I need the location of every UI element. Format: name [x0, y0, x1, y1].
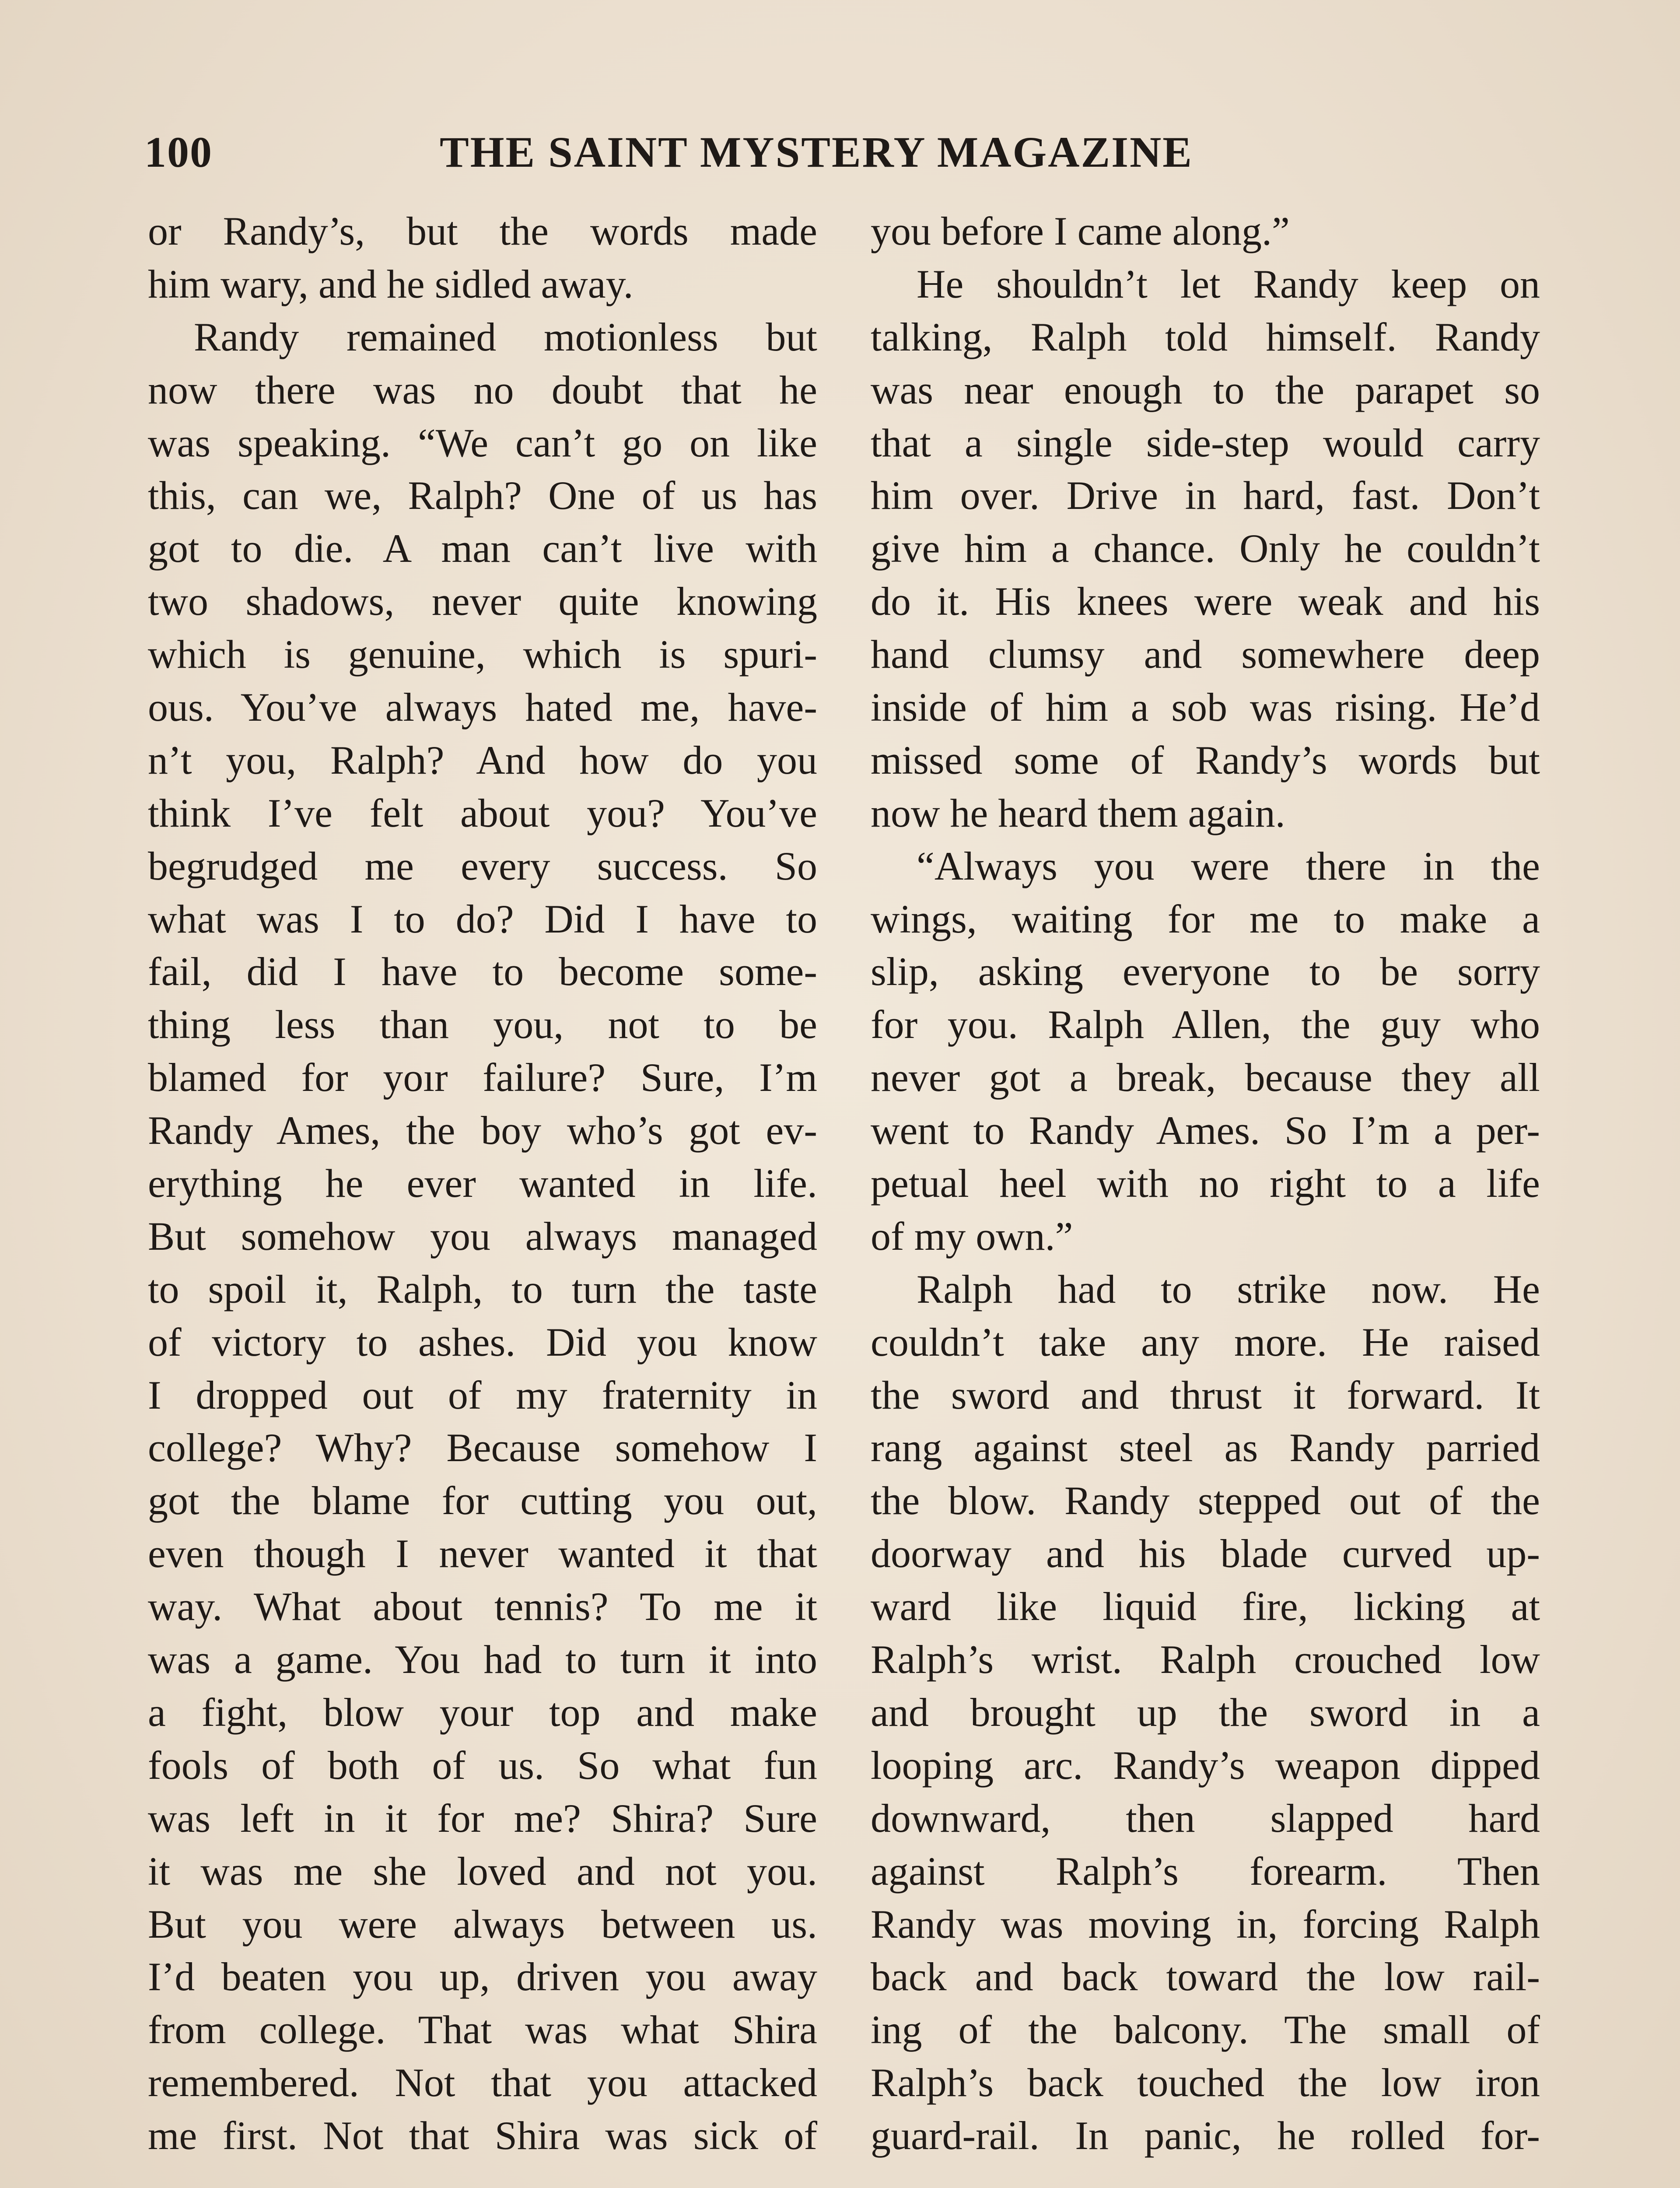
text-line: ous. You’ve always hated me, have- — [148, 685, 817, 730]
text-line: wings, waiting for me to make a — [871, 896, 1540, 941]
text-line: think I’ve felt about you? You’ve — [148, 790, 817, 835]
text-line: ing of the balcony. The small of — [871, 2007, 1540, 2052]
text-line: which is genuine, which is spuri- — [148, 632, 817, 677]
text-line: went to Randy Ames. So I’m a per- — [871, 1108, 1540, 1153]
text-line: downward, then slapped hard — [871, 1795, 1540, 1841]
text-line: way. What about tennis? To me it — [148, 1584, 817, 1629]
text-line: two shadows, never quite knowing — [148, 579, 817, 624]
text-line: Ralph’s back touched the low iron — [871, 2060, 1540, 2105]
text-line: against Ralph’s forearm. Then — [871, 1848, 1540, 1893]
text-line: this, can we, Ralph? One of us has — [148, 473, 817, 518]
text-line: was a game. You had to turn it into — [148, 1637, 817, 1682]
text-line: me first. Not that Shira was sick of — [148, 2113, 817, 2158]
text-line: blamed for yoır failure? Sure, I’m — [148, 1055, 817, 1100]
text-line: couldn’t take any more. He raised — [871, 1319, 1540, 1364]
text-line: begrudged me every success. So — [148, 843, 817, 888]
text-line: was speaking. “We can’t go on like — [148, 420, 817, 465]
text-line: erything he ever wanted in life. — [148, 1161, 817, 1206]
text-line: slip, asking everyone to be sorry — [871, 949, 1540, 994]
text-line: what was I to do? Did I have to — [148, 896, 817, 941]
text-line: Ralph’s wrist. Ralph crouched low — [871, 1637, 1540, 1682]
left-text-column — [148, 205, 817, 2162]
right-text-column — [871, 205, 1540, 2162]
text-line: guard-rail. In panic, he rolled for- — [871, 2113, 1540, 2158]
text-line: got to die. A man can’t live with — [148, 526, 817, 571]
text-line: it was me she loved and not you. — [148, 1848, 817, 1893]
text-line: petual heel with no right to a life — [871, 1161, 1540, 1206]
text-line: for you. Ralph Allen, the guy who — [871, 1002, 1540, 1047]
text-line: a fight, blow your top and make — [148, 1690, 817, 1735]
text-line: of victory to ashes. Did you know — [148, 1319, 817, 1364]
text-line: you before I came along.” — [871, 209, 1290, 253]
text-line: But somehow you always managed — [148, 1213, 817, 1259]
text-line: Randy Ames, the boy who’s got ev- — [148, 1108, 817, 1153]
text-line: thing less than you, not to be — [148, 1002, 817, 1047]
text-line: But you were always between us. — [148, 1901, 817, 1946]
text-line: He shouldn’t let Randy keep on — [917, 261, 1540, 306]
text-line: I’d beaten you up, driven you away — [148, 1954, 817, 1999]
text-line: that a single side-step would carry — [871, 420, 1540, 465]
text-line: “Always you were there in the — [917, 843, 1540, 888]
text-line: college? Why? Because somehow I — [148, 1425, 817, 1470]
magazine-title: THE SAINT MYSTERY MAGAZINE — [440, 128, 1193, 176]
text-line: Randy was moving in, forcing Ralph — [871, 1901, 1540, 1946]
text-line: him over. Drive in hard, fast. Don’t — [871, 473, 1540, 518]
text-line: ward like liquid fire, licking at — [871, 1584, 1540, 1629]
text-line: inside of him a sob was rising. He’d — [871, 685, 1540, 730]
text-line: the sword and thrust it forward. It — [871, 1372, 1540, 1417]
text-line: do it. His knees were weak and his — [871, 579, 1540, 624]
text-line: and brought up the sword in a — [871, 1690, 1540, 1735]
text-line: to spoil it, Ralph, to turn the taste — [148, 1266, 817, 1311]
text-line: from college. That was what Shira — [148, 2007, 817, 2052]
text-line: of my own.” — [871, 1213, 1073, 1259]
text-line: remembered. Not that you attacked — [148, 2060, 817, 2105]
text-line: back and back toward the low rail- — [871, 1954, 1540, 1999]
text-line: hand clumsy and somewhere deep — [871, 632, 1540, 677]
text-line: I dropped out of my fraternity in — [148, 1372, 817, 1417]
text-line: now there was no doubt that he — [148, 367, 817, 412]
text-line: never got a break, because they all — [871, 1055, 1540, 1100]
text-line: was left in it for me? Shira? Sure — [148, 1795, 817, 1841]
text-line: n’t you, Ralph? And how do you — [148, 737, 817, 782]
text-line: even though I never wanted it that — [148, 1531, 817, 1576]
text-line: got the blame for cutting you out, — [148, 1478, 817, 1523]
text-line: the blow. Randy stepped out of the — [871, 1478, 1540, 1523]
running-head — [144, 127, 1238, 193]
page-number: 100 — [144, 128, 213, 176]
text-line: rang against steel as Randy parried — [871, 1425, 1540, 1470]
text-line: fail, did I have to become some- — [148, 949, 817, 994]
text-line: was near enough to the parapet so — [871, 367, 1540, 412]
text-line: fools of both of us. So what fun — [148, 1743, 817, 1788]
text-line: him wary, and he sidled away. — [148, 261, 634, 306]
text-line: Randy remained motionless but — [194, 314, 817, 359]
text-line: give him a chance. Only he couldn’t — [871, 526, 1540, 571]
text-line: looping arc. Randy’s weapon dipped — [871, 1743, 1540, 1788]
text-line: or Randy’s, but the words made — [148, 209, 817, 253]
text-line: Ralph had to strike now. He — [917, 1266, 1540, 1311]
text-line: missed some of Randy’s words but — [871, 737, 1540, 782]
text-line: doorway and his blade curved up- — [871, 1531, 1540, 1576]
text-line: now he heard them again. — [871, 790, 1285, 835]
text-line: talking, Ralph told himself. Randy — [871, 314, 1540, 359]
